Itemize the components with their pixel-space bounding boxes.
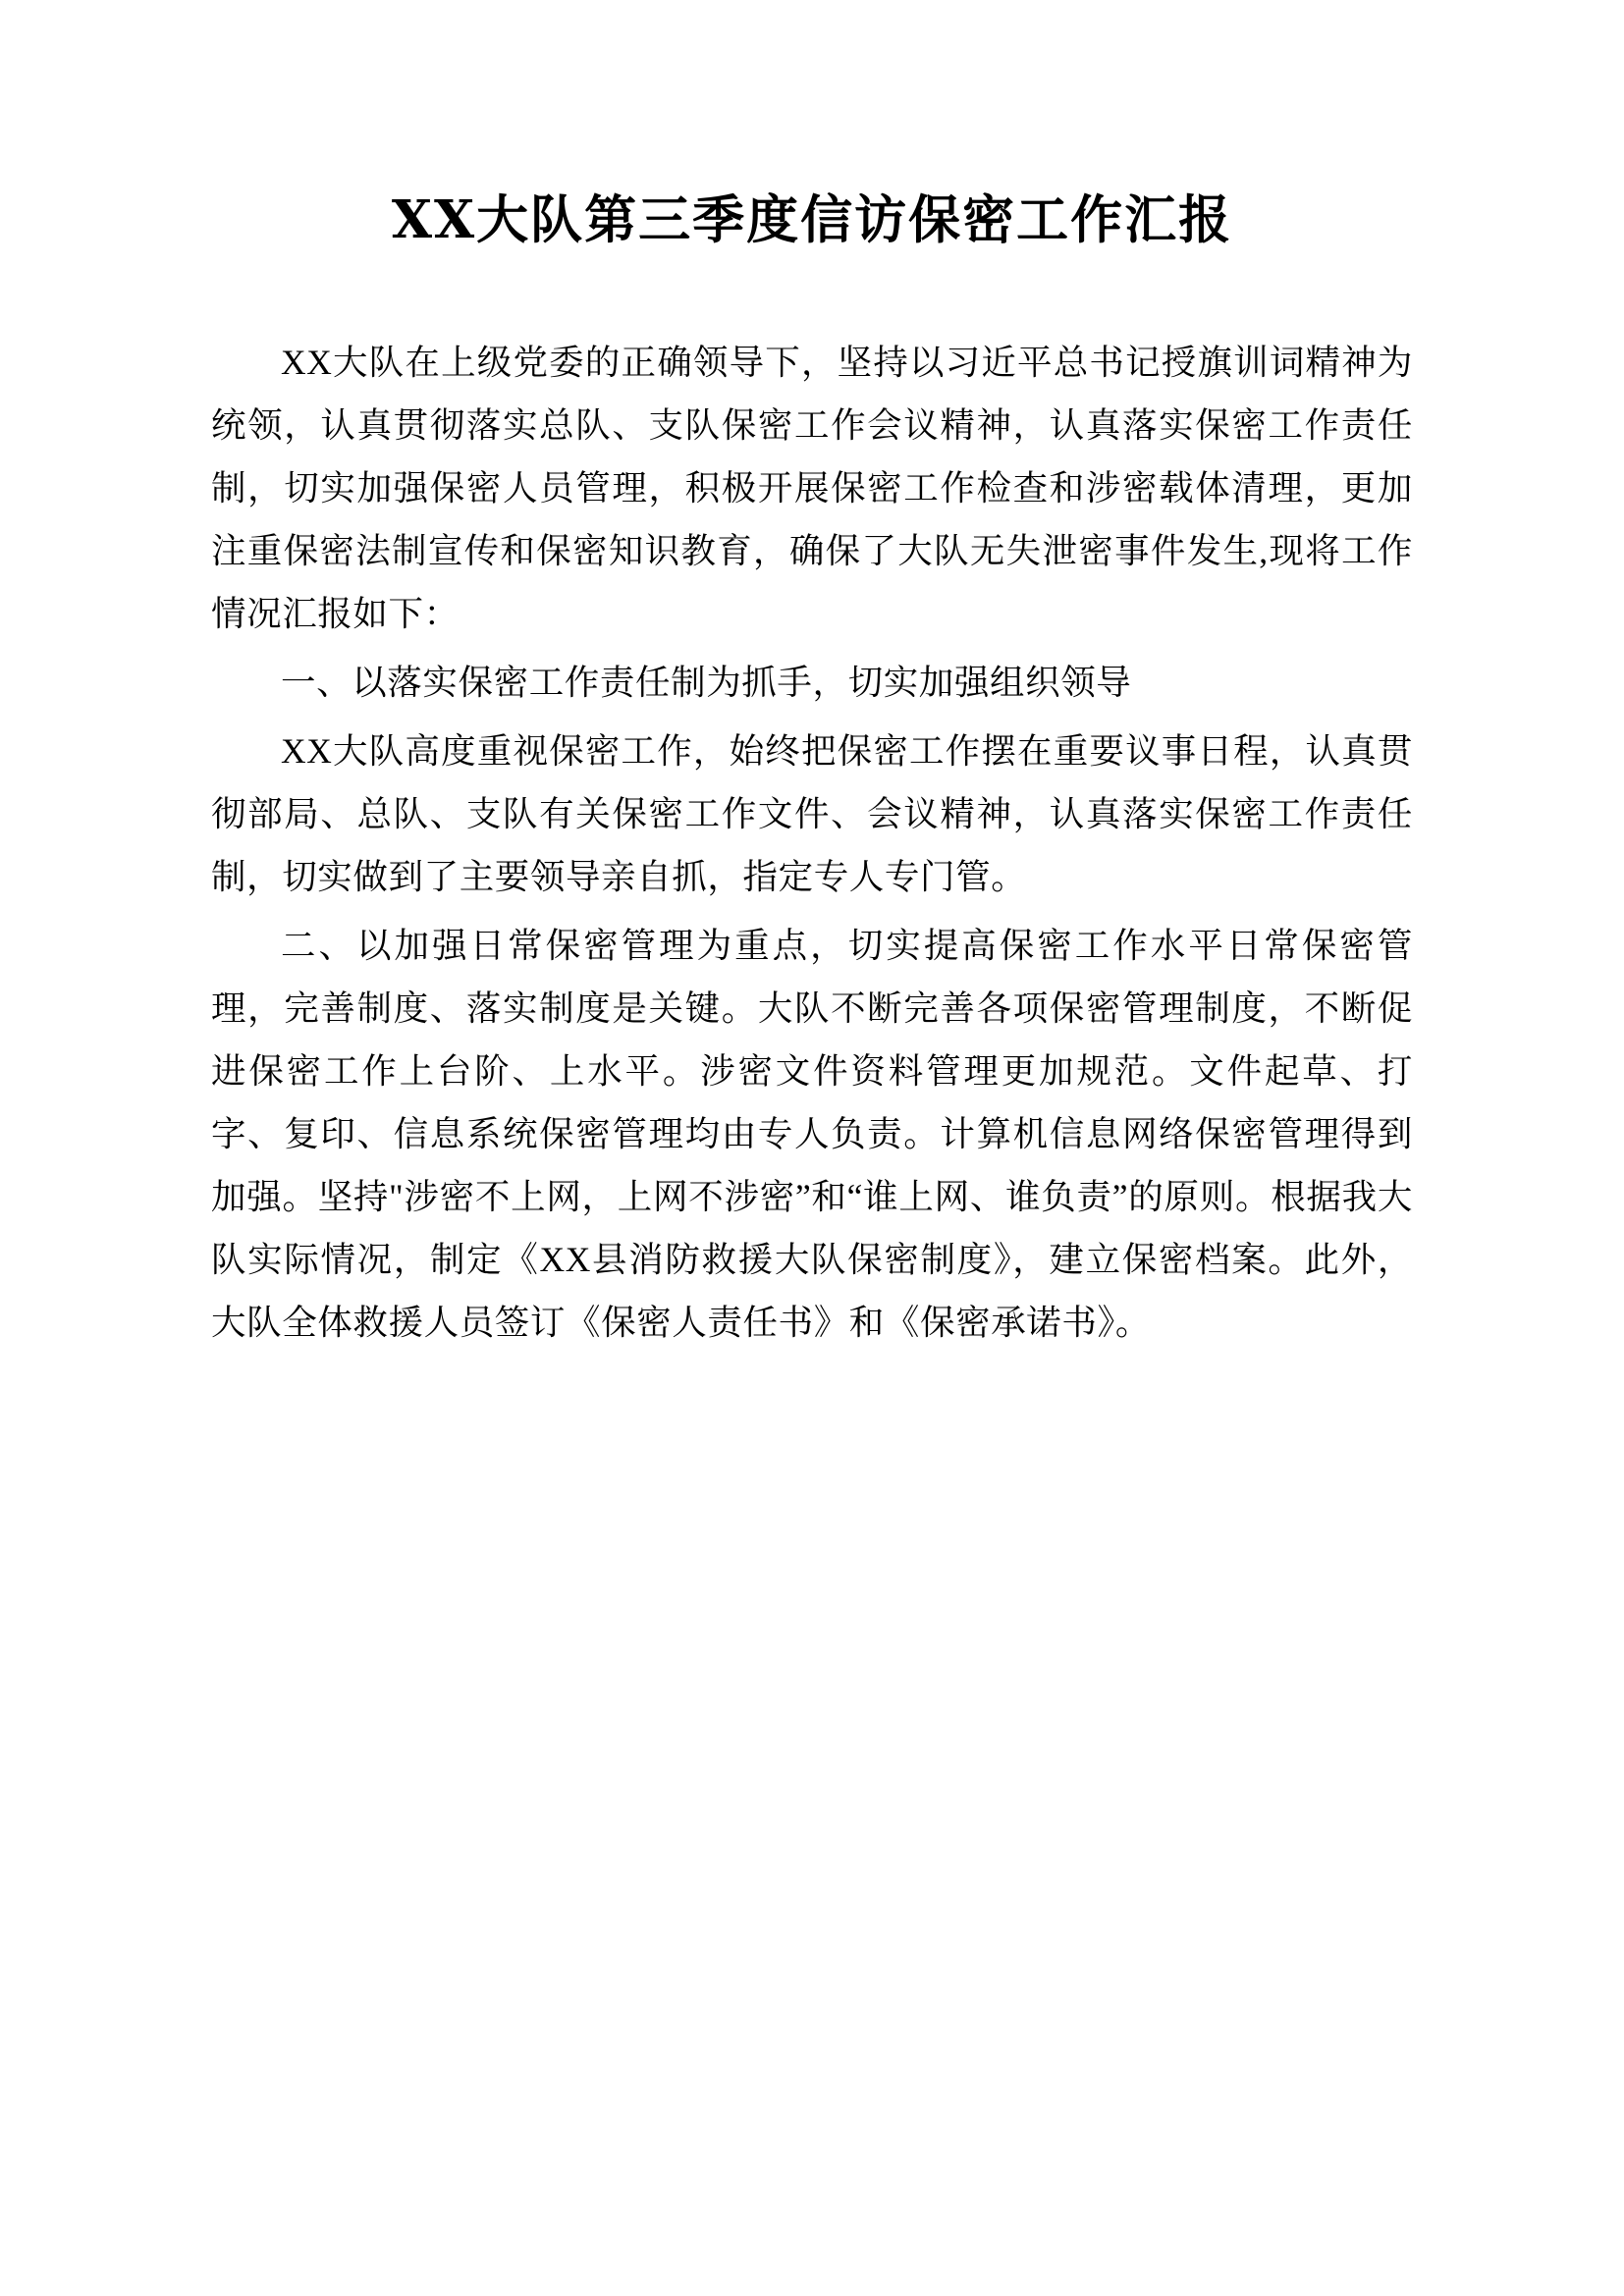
section-heading-1: 一、以落实保密工作责任制为抓手，切实加强组织领导 <box>281 662 1132 702</box>
paragraph-2: XX大队高度重视保密工作，始终把保密工作摆在重要议事日程，认真贯彻部局、总队、支队有关保密工作文件、会议精神，认真落实保密工作责任制，切实做到了主要领导亲自抓，指定专人专门管。 <box>211 730 1413 896</box>
paragraph-3: 二、以加强日常保密管理为重点，切实提高保密工作水平日常保密管理，完善制度、落实制度是关键。大队不断完善各项保密管理制度，不断促进保密工作上台阶、上水平。涉密文件资料管理更加规范。文件起草、打字、复印、信息系统保密管理均由专人负责。计算机信息网络保密管理得到加强。坚持"涉密不上网，上网不涉密”和“谁上网、谁负责”的原则。根据我大队实际情况，制定《XX县消防救援大队保密制度》，建立保密档案。此外，大队全体救援人员签订《保密人责任书》和《保密承诺书》。 <box>211 925 1413 1342</box>
page-title: XX大队第三季度信访保密工作汇报 <box>391 189 1233 250</box>
paragraph-1: XX大队在上级党委的正确领导下，坚持以习近平总书记授旗训词精神为统领，认真贯彻落实总队、支队保密工作会议精神，认真落实保密工作责任制，切实加强保密人员管理，积极开展保密工作检查和涉密载体清理，更加注重保密法制宣传和保密知识教育，确保了大队无失泄密事件发生,现将工作情况汇报如下： <box>211 342 1413 633</box>
document-body <box>211 331 1413 1354</box>
